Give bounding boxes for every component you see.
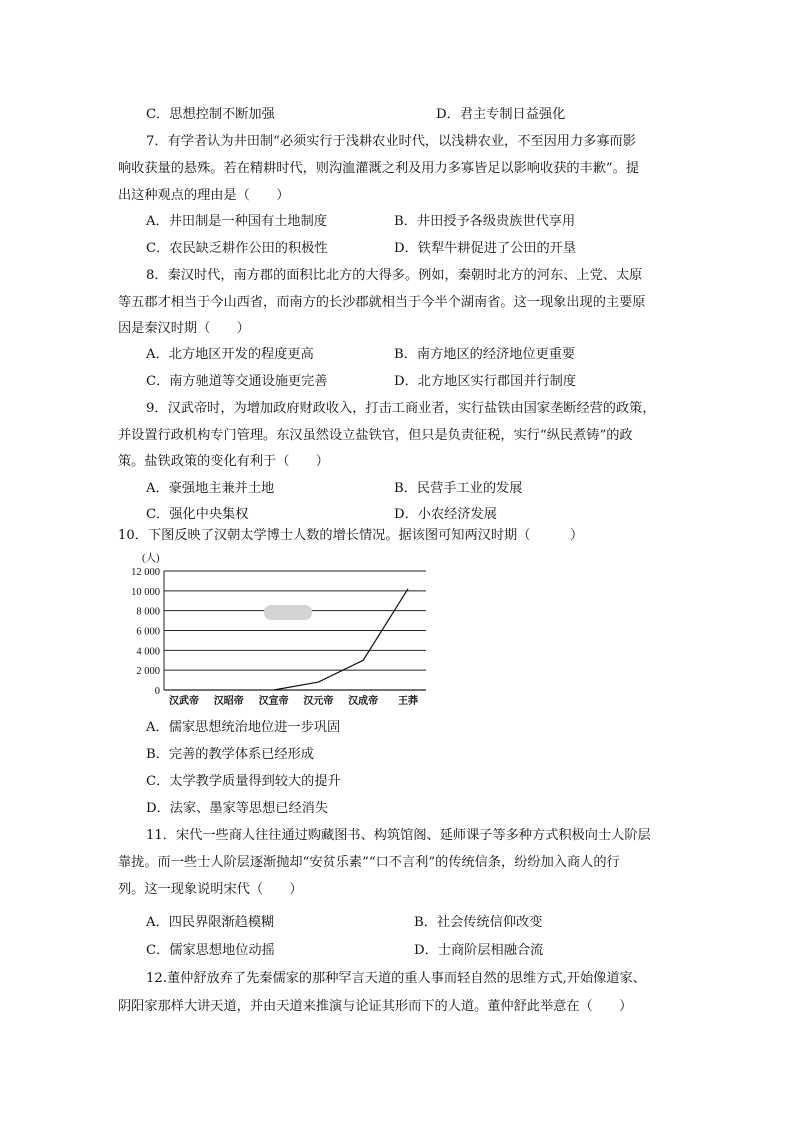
q7-option-b[interactable]: B．井田授予各级贵族世代享用 <box>394 214 576 229</box>
q8-stem-line-1: 8．秦汉时代，南方郡的面积比北方的大得多。例如，秦朝时北方的河东、上党、太原 <box>146 268 643 283</box>
q10-option-d[interactable]: D．法家、墨家等思想已经消失 <box>146 801 329 816</box>
q11-stem-line-3: 列。这一现象说明宋代（ ） <box>118 882 303 897</box>
x-category-label-3: 汉元帝 <box>303 696 334 707</box>
y-tick-label-2000: 2 000 <box>136 666 160 678</box>
q11-option-a[interactable]: A．四民界限渐趋模糊 <box>146 915 275 930</box>
q9-stem-line-3: 策。盐铁政策的变化有利于（ ） <box>118 454 329 469</box>
q12-stem-line-1: 12.董仲舒放弃了先秦儒家的那种罕言天道的重人事而轻自然的思维方式,开始像道家、 <box>146 971 646 986</box>
q9-option-c[interactable]: C．强化中央集权 <box>146 507 249 522</box>
q8-stem-line-2: 等五郡才相当于今山西省，而南方的长沙郡就相当于今半个湖南省。这一现象出现的主要原 <box>118 295 646 310</box>
q7-option-c[interactable]: C．农民缺乏耕作公田的积极性 <box>146 241 328 256</box>
q6-option-c[interactable]: C．思想控制不断加强 <box>146 107 275 122</box>
x-category-label-2: 汉宣帝 <box>258 696 289 707</box>
q11-options-row-ab <box>146 914 666 932</box>
x-category-label-1: 汉昭帝 <box>213 696 244 707</box>
q10-option-b[interactable]: B．完善的教学体系已经形成 <box>146 747 314 762</box>
x-category-label-0: 汉武帝 <box>169 696 199 707</box>
q8-options-row-cd <box>146 373 666 391</box>
q11-stem-line-1: 11．宋代一些商人往往通过购藏图书、构筑馆阁、延师课子等多种方式积极向士人阶层 <box>146 828 651 843</box>
q8-option-c[interactable]: C．南方驰道等交通设施更完善 <box>146 374 328 389</box>
q11-option-b[interactable]: B．社会传统信仰改变 <box>414 915 543 930</box>
x-category-label-5: 王莽 <box>398 696 418 707</box>
q7-option-a[interactable]: A．井田制是一种国有土地制度 <box>146 214 327 229</box>
watermark-blur <box>264 605 312 620</box>
q8-option-d[interactable]: D．北方地区实行郡国并行制度 <box>394 374 577 389</box>
q7-options-row-ab <box>146 213 666 231</box>
q12-stem-line-2: 阴阳家那样大讲天道，并由天道来推演与论证其形而下的人道。董仲舒此举意在（ ） <box>118 999 633 1014</box>
q10-line-chart <box>118 550 438 710</box>
q10-option-a[interactable]: A．儒家思想统治地位进一步巩固 <box>146 720 341 735</box>
q9-stem-line-2: 并设置行政机构专门管理。东汉虽然设立盐铁官，但只是负责征税，实行“纵民煮铸”的政 <box>118 428 633 443</box>
q7-options-row-cd <box>146 240 666 258</box>
q6-options-row-cd <box>146 106 666 124</box>
y-tick-label-4000: 4 000 <box>136 646 160 658</box>
q11-options-row-cd <box>146 942 666 960</box>
q9-option-a[interactable]: A．豪强地主兼并土地 <box>146 481 275 496</box>
q7-option-d[interactable]: D．铁犁牛耕促进了公田的开垦 <box>394 241 577 256</box>
q9-stem-line-1: 9．汉武帝时，为增加政府财政收入，打击工商业者，实行盐铁由国家垄断经营的政策， <box>146 401 656 416</box>
y-axis-unit-label: (人) <box>142 553 160 564</box>
q8-option-b[interactable]: B．南方地区的经济地位更重要 <box>394 347 576 362</box>
q11-stem-line-2: 靠拢。而一些士人阶层逐渐抛却“安贫乐素”“口不言利”的传统信条，纷纷加入商人的行 <box>118 855 620 870</box>
series-line <box>274 589 408 690</box>
q10-stem: 10．下图反映了汉朝太学博士人数的增长情况。据该图可知两汉时期（ ） <box>118 528 584 543</box>
y-tick-label-8000: 8 000 <box>136 606 160 618</box>
q9-option-d[interactable]: D．小农经济发展 <box>394 507 497 522</box>
y-tick-label-0: 0 <box>154 686 160 697</box>
q8-options-row-ab <box>146 346 666 364</box>
q11-option-c[interactable]: C．儒家思想地位动摇 <box>146 943 275 958</box>
q9-option-b[interactable]: B．民营手工业的发展 <box>394 481 523 496</box>
q7-stem-line-1: 7．有学者认为井田制“必须实行于浅耕农业时代，以浅耕农业，不至因用力多寡而影 <box>146 134 636 149</box>
q8-stem-line-3: 因是秦汉时期（ ） <box>118 321 250 336</box>
q6-option-d[interactable]: D．君主专制日益强化 <box>436 107 566 122</box>
q7-stem-line-3: 出这种观点的理由是（ ） <box>118 188 290 203</box>
y-tick-label-10000: 10 000 <box>131 586 160 598</box>
q10-option-c[interactable]: C．太学教学质量得到较大的提升 <box>146 774 341 789</box>
q9-options-row-ab <box>146 480 666 498</box>
y-tick-label-12000: 12 000 <box>131 567 160 578</box>
q11-option-d[interactable]: D．士商阶层相融合流 <box>414 943 544 958</box>
x-category-label-4: 汉成帝 <box>348 696 379 707</box>
y-tick-label-6000: 6 000 <box>136 626 160 638</box>
q8-option-a[interactable]: A．北方地区开发的程度更高 <box>146 347 314 362</box>
chart-svg <box>118 550 438 710</box>
q9-options-row-cd <box>146 506 666 524</box>
q7-stem-line-2: 响收获量的悬殊。若在精耕时代，则沟洫灌溉之利及用力多寡皆足以影响收获的丰歉”。提 <box>118 161 640 176</box>
